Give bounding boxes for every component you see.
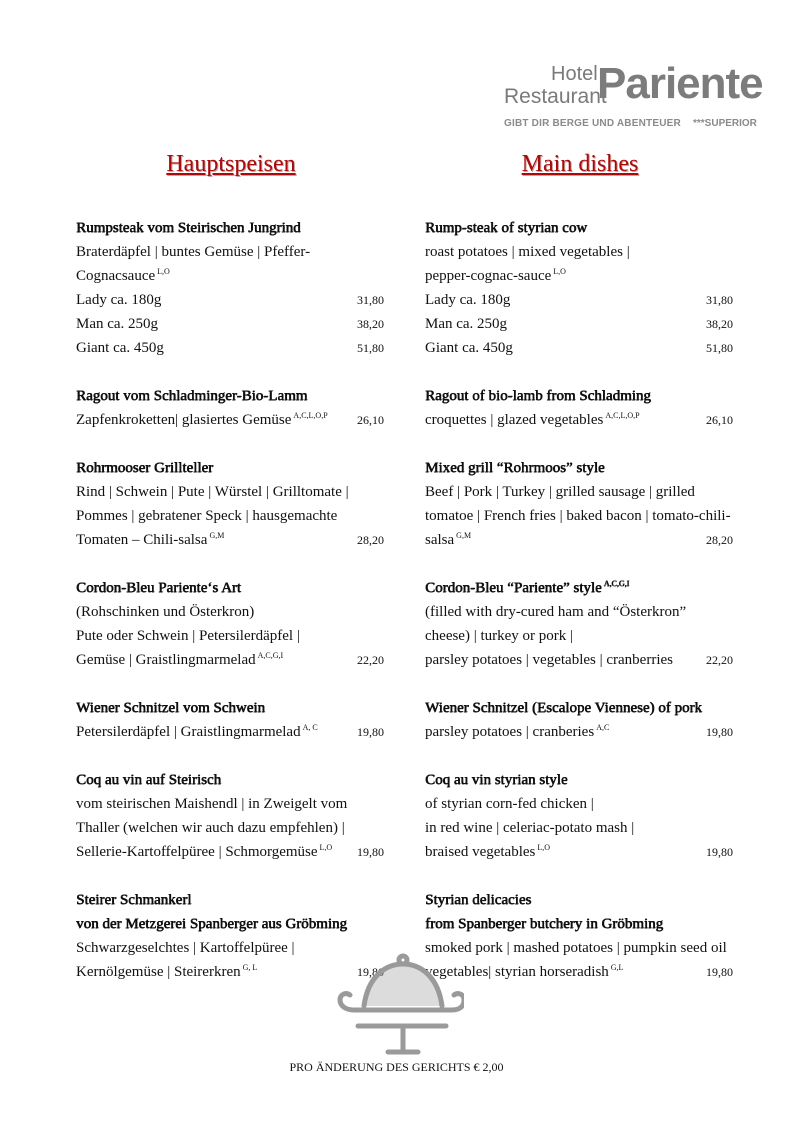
dish-description-line xyxy=(425,504,735,528)
dish-price: 26,10 xyxy=(357,413,384,427)
dish-price: 19,80 xyxy=(706,725,733,739)
line-text: Ragout of bio-lamb from Schladming xyxy=(425,388,651,404)
cloche-icon xyxy=(334,952,464,1060)
dish-description-line xyxy=(76,816,386,840)
line-text: Man ca. 250g xyxy=(76,316,159,332)
line-text: from Spanberger butchery in Gröbming xyxy=(425,916,664,932)
line-text: vegetables| styrian horseradish xyxy=(425,964,609,980)
line-text: Cordon-Bleu “Pariente” style xyxy=(425,580,602,596)
dish-description-line xyxy=(425,648,735,672)
line-text: Rohrmooser Grillteller xyxy=(76,460,214,476)
line-text: parsley potatoes | cranberies xyxy=(425,724,595,740)
dish-title xyxy=(76,888,386,912)
dish-description-line xyxy=(76,336,386,360)
line-text: Beef | Pork | Turkey | grilled sausage | grilled xyxy=(425,484,695,500)
line-text: Lady ca. 180g xyxy=(425,292,511,308)
logo-hotel-word: Hotel xyxy=(551,63,598,85)
line-text: cheese) | turkey or pork | xyxy=(425,628,574,644)
dish-description-line xyxy=(76,240,386,264)
dish-list-english xyxy=(425,216,735,984)
logo-brand-name: Pariente xyxy=(597,59,763,108)
line-text: Sellerie-Kartoffelpüree | Schmorgemüse xyxy=(76,844,318,860)
line-text: Coq au vin styrian style xyxy=(425,772,568,788)
dish-description-line xyxy=(76,600,386,624)
line-text: Coq au vin auf Steirisch xyxy=(76,772,221,788)
dish-description-line xyxy=(425,528,735,552)
dish-description-line xyxy=(76,792,386,816)
dish-title xyxy=(425,912,735,936)
line-text: braised vegetables xyxy=(425,844,536,860)
dish-price: 31,80 xyxy=(357,293,384,307)
allergen-codes: G,M xyxy=(456,531,472,540)
dish-price: 22,20 xyxy=(706,653,733,667)
dish-title xyxy=(425,768,735,792)
dish-price: 19,80 xyxy=(706,845,733,859)
dish-price: 31,80 xyxy=(706,293,733,307)
dish-description-line xyxy=(76,648,386,672)
line-text: parsley potatoes | vegetables | cranberries xyxy=(425,652,673,668)
dish-item xyxy=(425,384,735,432)
column-heading-german: Hauptspeisen xyxy=(166,151,296,177)
line-text: Wiener Schnitzel (Escalope Viennese) of pork xyxy=(425,700,702,716)
price-change-note: PRO ÄNDERUNG DES GERICHTS € 2,00 xyxy=(289,1060,504,1074)
dish-price: 51,80 xyxy=(706,341,733,355)
dish-price: 22,20 xyxy=(357,653,384,667)
logo-tagline: GIBT DIR BERGE UND ABENTEUER xyxy=(504,118,681,129)
dish-price: 28,20 xyxy=(706,533,733,547)
dish-description-line xyxy=(76,288,386,312)
line-text: Giant ca. 450g xyxy=(425,340,513,356)
dish-description-line xyxy=(76,408,386,432)
dish-price: 28,20 xyxy=(357,533,384,547)
line-text: Schwarzgeselchtes | Kartoffelpüree | xyxy=(76,940,295,956)
dish-description-line xyxy=(76,480,386,504)
allergen-codes: A,C,L,O,P xyxy=(293,411,328,420)
dish-description-line xyxy=(425,720,735,744)
line-text: Man ca. 250g xyxy=(425,316,508,332)
dish-price: 19,80 xyxy=(357,725,384,739)
line-text: roast potatoes | mixed vegetables | xyxy=(425,244,630,260)
dish-item xyxy=(76,384,386,432)
dish-description-line xyxy=(425,840,735,864)
dish-item xyxy=(76,768,386,864)
line-text: Petersilerdäpfel | Graistlingmarmelad xyxy=(76,724,301,740)
dish-description-line xyxy=(425,816,735,840)
dish-description-line xyxy=(425,240,735,264)
line-text: Gemüse | Graistlingmarmelad xyxy=(76,652,256,668)
dish-title xyxy=(425,576,735,600)
dish-price: 19,80 xyxy=(706,965,733,979)
allergen-codes: A,C,G,I xyxy=(603,579,630,588)
line-text: tomatoe | French fries | baked bacon | tomato-chili- xyxy=(425,508,731,524)
line-text: Mixed grill “Rohrmoos” style xyxy=(425,460,605,476)
dish-description-line xyxy=(76,624,386,648)
dish-description-line xyxy=(76,312,386,336)
dish-item xyxy=(425,696,735,744)
line-text: Braterdäpfel | buntes Gemüse | Pfeffer- xyxy=(76,244,311,260)
dish-price: 19,80 xyxy=(357,845,384,859)
allergen-codes: L,O xyxy=(537,843,551,852)
dish-price: 19,80 xyxy=(357,965,384,979)
menu-column-english xyxy=(425,148,735,1008)
dish-description-line xyxy=(425,312,735,336)
line-text: Lady ca. 180g xyxy=(76,292,162,308)
dish-title xyxy=(425,216,735,240)
allergen-codes: L,O xyxy=(157,267,170,276)
dish-description-line xyxy=(76,528,386,552)
allergen-codes: A,C xyxy=(596,723,610,732)
dish-item xyxy=(76,576,386,672)
dish-title xyxy=(76,696,386,720)
allergen-codes: G, L xyxy=(242,963,258,972)
dish-description-line xyxy=(425,408,735,432)
allergen-codes: G,M xyxy=(209,531,225,540)
dish-description-line xyxy=(425,792,735,816)
line-text: pepper-cognac-sauce xyxy=(425,268,552,284)
dish-title xyxy=(425,696,735,720)
dish-description-line xyxy=(425,600,735,624)
line-text: Tomaten – Chili-salsa xyxy=(76,532,208,548)
dish-description-line xyxy=(425,336,735,360)
line-text: Wiener Schnitzel vom Schwein xyxy=(76,700,265,716)
allergen-codes: L,O xyxy=(319,843,333,852)
line-text: Giant ca. 450g xyxy=(76,340,164,356)
allergen-codes: L,O xyxy=(553,267,566,276)
dish-item xyxy=(425,768,735,864)
dish-description-line xyxy=(76,264,386,288)
dish-title xyxy=(425,888,735,912)
hotel-logo xyxy=(503,59,763,134)
line-text: vom steirischen Maishendl | in Zweigelt vom xyxy=(76,796,348,812)
dish-price: 38,20 xyxy=(357,317,384,331)
dish-item xyxy=(76,456,386,552)
dish-description-line xyxy=(425,288,735,312)
line-text: von der Metzgerei Spanberger aus Gröbming xyxy=(76,916,347,932)
allergen-codes: A,C,L,O,P xyxy=(605,411,640,420)
line-text: of styrian corn-fed chicken | xyxy=(425,796,594,812)
dish-item xyxy=(425,576,735,672)
line-text: Pute oder Schwein | Petersilerdäpfel | xyxy=(76,628,300,644)
line-text: (filled with dry-cured ham and “Österkron” xyxy=(425,604,687,620)
dish-item xyxy=(425,456,735,552)
line-text: Kernölgemüse | Steirerkren xyxy=(76,964,241,980)
line-text: Rumpsteak vom Steirischen Jungrind xyxy=(76,220,301,236)
line-text: Rump-steak of styrian cow xyxy=(425,220,588,236)
logo-superior: ***SUPERIOR xyxy=(693,118,757,129)
allergen-codes: A,C,G,I xyxy=(257,651,284,660)
line-text: smoked pork | mashed potatoes | pumpkin seed oil xyxy=(425,940,727,956)
dish-price: 38,20 xyxy=(706,317,733,331)
line-text: Styrian delicacies xyxy=(425,892,532,908)
dish-title xyxy=(425,384,735,408)
dish-item xyxy=(425,216,735,360)
line-text: Zapfenkroketten| glasiertes Gemüse xyxy=(76,412,292,428)
line-text: (Rohschinken und Österkron) xyxy=(76,604,255,620)
dish-list-german xyxy=(76,216,386,984)
allergen-codes: G,L xyxy=(610,963,624,972)
dish-title xyxy=(425,456,735,480)
dish-item xyxy=(76,216,386,360)
dish-description-line xyxy=(425,960,735,984)
dish-description-line xyxy=(425,264,735,288)
line-text: in red wine | celeriac-potato mash | xyxy=(425,820,635,836)
dish-description-line xyxy=(76,504,386,528)
dish-description-line xyxy=(425,480,735,504)
dish-description-line xyxy=(76,720,386,744)
dish-title xyxy=(76,216,386,240)
dish-title xyxy=(76,768,386,792)
line-text: Ragout vom Schladminger-Bio-Lamm xyxy=(76,388,308,404)
dish-item xyxy=(425,888,735,984)
line-text: Pommes | gebratener Speck | hausgemachte xyxy=(76,508,338,524)
line-text: Rind | Schwein | Pute | Würstel | Grilltomate | xyxy=(76,484,349,500)
line-text: salsa xyxy=(425,532,455,548)
dish-price: 51,80 xyxy=(357,341,384,355)
menu-column-german xyxy=(76,148,386,1008)
dish-title xyxy=(76,456,386,480)
line-text: Cognacsauce xyxy=(76,268,156,284)
dish-title xyxy=(76,384,386,408)
allergen-codes: A, C xyxy=(302,723,318,732)
dish-price: 26,10 xyxy=(706,413,733,427)
line-text: croquettes | glazed vegetables xyxy=(425,412,604,428)
dish-title xyxy=(76,912,386,936)
line-text: Cordon-Bleu Pariente‘s Art xyxy=(76,580,241,596)
dish-description-line xyxy=(425,936,735,960)
line-text: Steirer Schmankerl xyxy=(76,892,192,908)
column-heading-english: Main dishes xyxy=(521,151,639,177)
logo-restaurant-word: Restaurant xyxy=(504,85,607,108)
dish-title xyxy=(76,576,386,600)
dish-item xyxy=(76,696,386,744)
dish-description-line xyxy=(76,840,386,864)
dish-description-line xyxy=(425,624,735,648)
line-text: Thaller (welchen wir auch dazu empfehlen) | xyxy=(76,820,345,836)
